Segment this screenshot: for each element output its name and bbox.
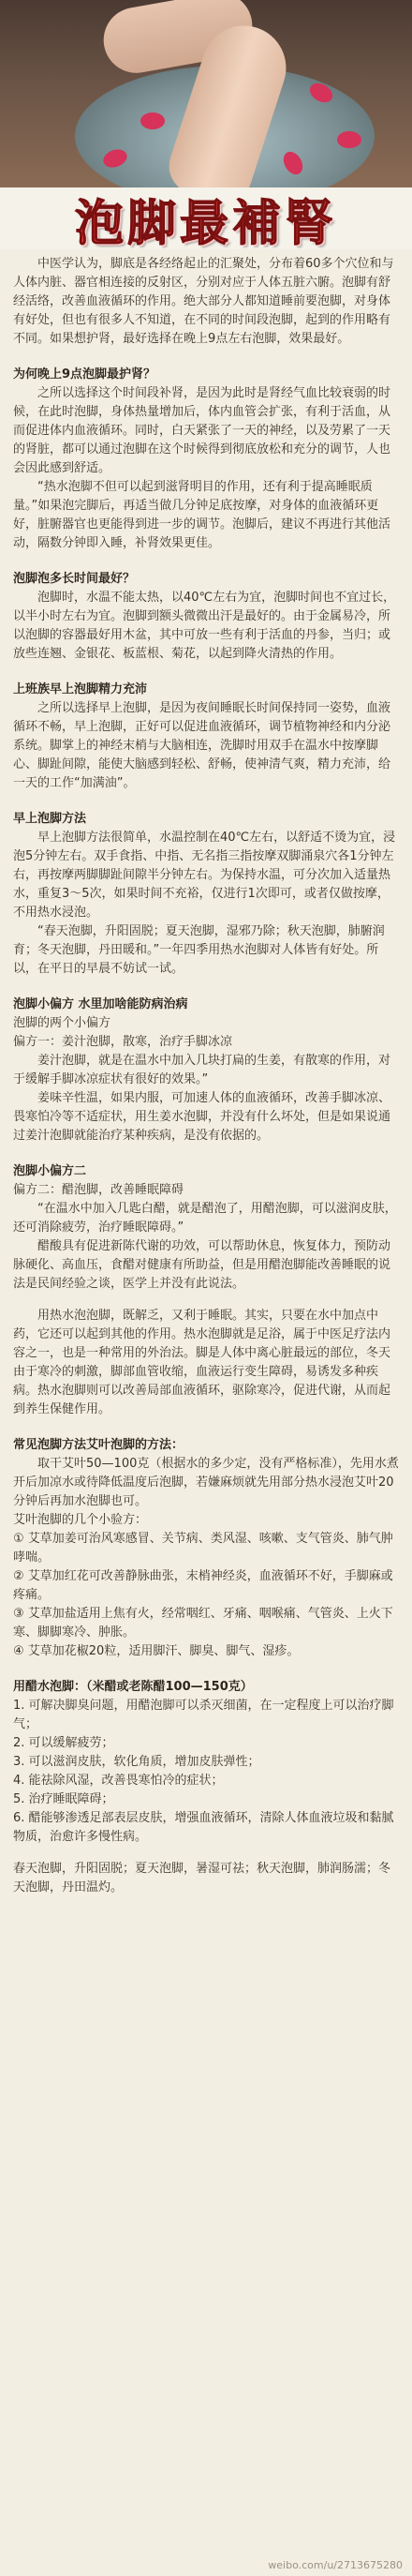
- section-heading: 泡脚小偏方 水里加啥能防病治病: [13, 997, 188, 1011]
- sub-heading: 泡脚的两个小偏方: [13, 1016, 111, 1030]
- remedy-title: 偏方二：醋泡脚，改善睡眠障碍: [13, 1183, 184, 1197]
- closing-paragraph: 春天泡脚，升阳固脱；夏天泡脚，暑湿可祛；秋天泡脚，肺润肠濡；冬天泡脚，丹田温灼。: [13, 1862, 391, 1895]
- paragraph: 泡脚时，水温不能太热，以40℃左右为宜，泡脚时间也不宜过长，以半小时左右为宜。泡脚到额头微微出汗是最好的。由于金属易冷，所以泡脚的容器最好用木盆，其中可放一些有利于活血的丹参，当归；或放些连翘、金银花、板蓝根、菊花，以起到降火清热的作用。: [13, 591, 396, 661]
- title-banner: [0, 187, 412, 252]
- list-item: ④ 艾草加花椒20粒，适用脚汗、脚臭、脚气、湿疹。: [13, 1644, 300, 1658]
- section-heading: 用醋水泡脚：（米醋或老陈醋100—150克）: [13, 1680, 253, 1694]
- watermark: weibo.com/u/2713675280: [268, 2559, 403, 2571]
- section-heading: 泡脚小偏方二: [13, 1164, 87, 1178]
- paragraph: 醋酸具有促进新陈代谢的功效，可以帮助休息，恢复体力，预防动脉硬化、高血压，食醋对健康有所助益，但是用醋泡脚能改善睡眠的说法是民间经验之谈，医学上并没有此说法。: [13, 1239, 391, 1291]
- list-item: 6. 醋能够渗透足部表层皮肤，增强血液循环，清除人体血液垃圾和黏腻物质，治愈许多慢性病。: [13, 1811, 394, 1844]
- paragraph: 之所以选择这个时间段补肾，是因为此时是肾经气血比较衰弱的时候，在此时泡脚，身体热量增加后，体内血管会扩张，有利于活血，从而促进体内血液循环。同时，白天紧张了一天的神经，以及劳累了一天的肾脏，都可以通过泡脚在这个时候得到彻底放松和充分的调节，人也会因此感到舒适。: [13, 386, 391, 475]
- hero-photo-foot-soak: [0, 0, 412, 187]
- section-heading: 上班族早上泡脚精力充沛: [13, 682, 148, 696]
- page-title: 泡脚最補腎: [74, 195, 337, 252]
- flower-petal: [337, 131, 361, 148]
- list-item: 5. 治疗睡眠障碍；: [13, 1792, 114, 1806]
- list-item: 1. 可解决脚臭问题，用醋泡脚可以杀灭细菌，在一定程度上可以治疗脚气；: [13, 1699, 394, 1731]
- paragraph: 早上泡脚方法很简单，水温控制在40℃左右，以舒适不烫为宜，浸泡5分钟左右。双手食指、中指、无名指三指按摩双脚涌泉穴各1分钟左右，再按摩两脚脚趾间隙半分钟左右。为保持水温，可分次加入适量热水，重复3～5次，如果时间不充裕，仅进行1次即可，或者仅做按摩，不用热水浸泡。: [13, 831, 396, 920]
- list-title: 艾叶泡脚的几个小验方：: [13, 1513, 148, 1527]
- paragraph: “春天泡脚，升阳固脱；夏天泡脚，湿邪乃除；秋天泡脚，肺腑润育；冬天泡脚，丹田暖和。”一年四季用热水泡脚对人体皆有好处。所以，在平日的早晨不妨试一试。: [13, 924, 385, 976]
- remedy-title: 偏方一：姜汁泡脚，散寒，治疗手脚冰凉: [13, 1035, 233, 1049]
- article-body: [13, 255, 399, 1897]
- paragraph: 姜味辛性温，如果内服，可加速人体的血液循环，改善手脚冰凉、畏寒怕冷等不适症状，用生姜水泡脚，并没有什么坏处，但是如果说通过姜汁泡脚就能治疗某种疾病，是没有依据的。: [13, 1091, 391, 1143]
- list-item: 4. 能祛除风湿，改善畏寒怕冷的症状；: [13, 1774, 224, 1788]
- moxa-remedy-list: [13, 1530, 399, 1661]
- section-heading: 泡脚泡多长时间最好？: [13, 572, 136, 586]
- section-heading: 为何晚上9点泡脚最护肾？: [13, 367, 156, 382]
- paragraph: 姜汁泡脚，就是在温水中加入几块打扁的生姜，有散寒的作用，对于缓解手脚冰凉症状有很好的效果。”: [13, 1054, 391, 1086]
- paragraph: 用热水泡泡脚，既解乏，又利于睡眠。其实，只要在水中加点中药，它还可以起到其他的作用。热水泡脚就是足浴，属于中医足疗法内容之一，也是一种常用的外治法。脚是人体中离心脏最远的部位，冬天由于寒冷的刺激，脚部血管收缩，血液运行变生障碍，易诱发多种疾病。热水泡脚则可以改善局部血液循环，驱除寒冷，促进代谢，从而起到养生保健作用。: [13, 1309, 391, 1416]
- vinegar-benefit-list: [13, 1697, 399, 1847]
- flower-petal: [140, 112, 165, 129]
- list-item: ② 艾草加红花可改善静脉曲张，末梢神经炎，血液循环不好，手脚麻或疼痛。: [13, 1569, 393, 1602]
- section-heading: 常见泡脚方法艾叶泡脚的方法：: [13, 1438, 184, 1452]
- list-item: ① 艾草加姜可治风寒感冒、关节病、类风湿、咳嗽、支气管炎、肺气肿哮喘。: [13, 1532, 393, 1565]
- list-item: ③ 艾草加盐适用上焦有火，经常咽红、牙痛、咽喉痛、气管炎、上火下寒、脚脚寒冷、肿胀。: [13, 1607, 393, 1640]
- paragraph: 之所以选择早上泡脚，是因为夜间睡眠长时间保持同一姿势，血液循环不畅，早上泡脚，正好可以促进血液循环，调节植物神经和内分泌系统。脚掌上的神经末梢与大脑相连，洗脚时用双手在温水中按摩脚心、脚趾间隙，能使大脑感到轻松、舒畅，使神清气爽，精力充沛，给一天的工作“加满油”。: [13, 701, 391, 790]
- list-item: 2. 可以缓解疲劳；: [13, 1736, 114, 1750]
- paragraph: “热水泡脚不但可以起到滋肾明目的作用，还有利于提高睡眠质量。”如果泡完脚后，再适当做几分钟足底按摩，对身体的血液循环更好，脏腑器官也更能得到进一步的调节。泡脚后，建议不再进行其他活动，隔数分钟即入睡，补肾效果更佳。: [13, 480, 391, 550]
- section-heading: 早上泡脚方法: [13, 812, 87, 826]
- paragraph: “在温水中加入几匙白醋，就是醋泡了，用醋泡脚，可以滋润皮肤，还可消除疲劳，治疗睡眠障碍。”: [13, 1202, 397, 1235]
- intro-paragraph: 中医学认为，脚底是各经络起止的汇聚处，分布着60多个穴位和与人体内脏、器官相连接的反射区，分别对应于人体五脏六腑。泡脚有舒经活络，改善血液循环的作用。绝大部分人都知道睡前要泡脚，对身体有好处，但也有很多人不知道，在不同的时间段泡脚，起到的作用略有不同。如果想护肾，最好选择在晚上9点左右泡脚，效果最好。: [13, 257, 394, 346]
- list-item: 3. 可以滋润皮肤，软化角质，增加皮肤弹性；: [13, 1755, 260, 1769]
- paragraph: 取干艾叶50—100克（根据水的多少定，没有严格标准），先用水煮开后加凉水或待降低温度后泡脚，若嫌麻烦就先用部分热水浸泡艾叶20分钟后再加水泡脚也可。: [13, 1457, 399, 1508]
